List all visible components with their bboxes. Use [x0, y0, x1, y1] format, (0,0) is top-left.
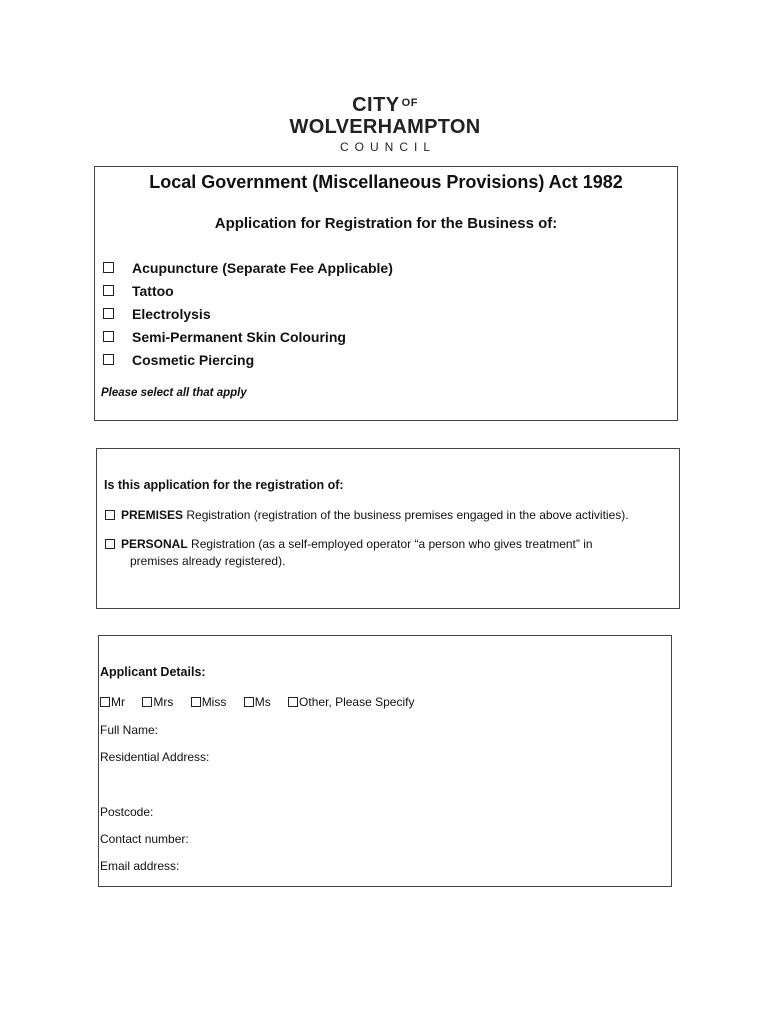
contact-number-field[interactable]: Contact number:: [100, 832, 189, 846]
activity-acupuncture: [103, 257, 393, 280]
title-mr: [100, 695, 125, 709]
registration-question: Is this application for the registration of:: [104, 478, 344, 492]
activity-cosmetic-piercing: [103, 349, 393, 372]
activity-tattoo: [103, 280, 393, 303]
electrolysis-checkbox[interactable]: [103, 308, 114, 319]
title-other: [288, 695, 414, 709]
act-title: Local Government (Miscellaneous Provisions) Act 1982: [149, 172, 623, 192]
skin-colouring-checkbox[interactable]: [103, 331, 114, 342]
personal-text: Registration (as a self-employed operator “a person who gives treatment” in: [187, 537, 593, 551]
tattoo-checkbox[interactable]: [103, 285, 114, 296]
residential-address-field[interactable]: Residential Address:: [100, 750, 210, 764]
premises-option: [105, 507, 629, 524]
personal-label: PERSONAL: [121, 537, 188, 551]
premises-text: Registration (registration of the business premises engaged in the above activities).: [183, 508, 629, 522]
activity-label: Tattoo: [132, 283, 174, 299]
mr-checkbox[interactable]: [100, 697, 110, 707]
personal-option: [105, 536, 665, 570]
title-label: Mrs: [153, 695, 174, 709]
logo-council: COUNCIL: [339, 140, 436, 154]
title-mrs: [142, 695, 173, 709]
registration-type-section: [96, 448, 680, 609]
title-label: Miss: [201, 695, 227, 709]
personal-checkbox[interactable]: [105, 539, 115, 549]
title-ms: [244, 695, 271, 709]
postcode-field[interactable]: Postcode:: [100, 805, 154, 819]
title-label: Mr: [111, 695, 125, 709]
applicant-details-section: [98, 635, 672, 887]
personal-text-cont: premises already registered).: [130, 554, 286, 568]
logo-wolverhampton: WOLVERHAMPTON: [289, 116, 481, 138]
full-name-field[interactable]: Full Name:: [100, 723, 159, 737]
title-miss: [191, 695, 227, 709]
logo-city: CITY: [352, 94, 400, 116]
activity-label: Semi-Permanent Skin Colouring: [132, 329, 346, 345]
business-type-section: [94, 166, 678, 421]
applicant-details-title: Applicant Details:: [100, 665, 206, 679]
mrs-checkbox[interactable]: [142, 697, 152, 707]
activity-label: Electrolysis: [132, 306, 211, 322]
title-options: [100, 695, 428, 709]
council-logo: [0, 92, 770, 155]
application-title: Application for Registration for the Business of:: [214, 215, 558, 232]
premises-label: PREMISES: [121, 508, 184, 522]
premises-checkbox[interactable]: [105, 510, 115, 520]
activity-electrolysis: [103, 303, 393, 326]
activity-label: Acupuncture (Separate Fee Applicable): [132, 260, 393, 276]
ms-checkbox[interactable]: [244, 697, 254, 707]
select-all-note: Please select all that apply: [101, 387, 247, 399]
activity-label: Cosmetic Piercing: [132, 352, 255, 368]
cosmetic-piercing-checkbox[interactable]: [103, 354, 114, 365]
miss-checkbox[interactable]: [191, 697, 201, 707]
logo-of: OF: [401, 97, 418, 109]
activity-skin-colouring: [103, 326, 393, 349]
title-label: Other, Please Specify: [299, 695, 415, 709]
other-checkbox[interactable]: [288, 697, 298, 707]
email-address-field[interactable]: Email address:: [100, 859, 180, 873]
activity-list: [103, 257, 393, 372]
acupuncture-checkbox[interactable]: [103, 262, 114, 273]
title-label: Ms: [254, 695, 271, 709]
